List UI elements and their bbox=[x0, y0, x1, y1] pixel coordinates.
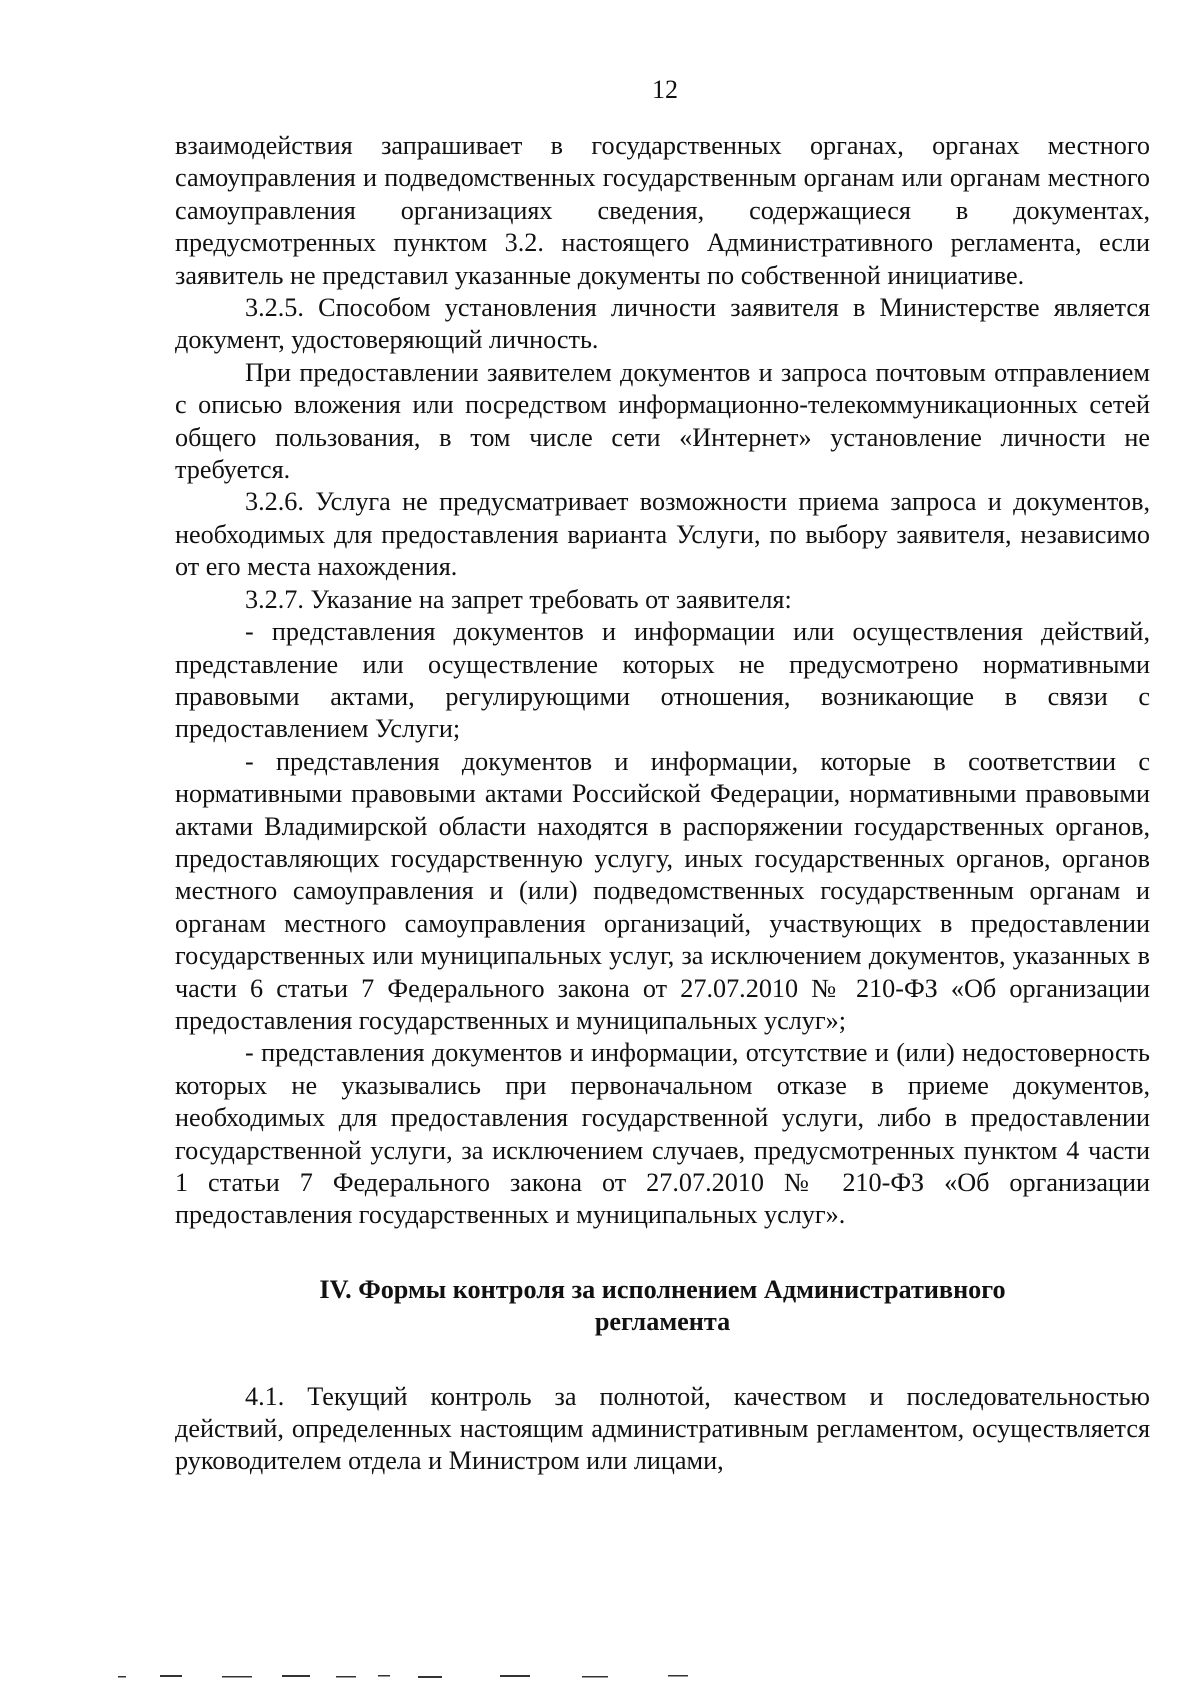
paragraph-3-2-5: 3.2.5. Способом установления личности заявителя в Министерстве является документ, удостоверяющий личность. bbox=[175, 293, 1150, 355]
paragraph-identity-not-required: При предоставлении заявителем документов и запроса почтовым отправлением с описью вложения или посредством информационно-телекоммуникационных сетей общего пользования, в том числе сети «Интернет» установление личности не требуется. bbox=[175, 357, 1150, 485]
paragraph-3-2-6: 3.2.6. Услуга не предусматривает возможности приема запроса и документов, необходимых для предоставления варианта Услуги, по выбору заявителя, независимо от его места нахождения. bbox=[175, 487, 1150, 582]
section-heading-line-1: IV. Формы контроля за исполнением Административного bbox=[319, 1274, 1006, 1304]
section-heading-line-2: регламента bbox=[594, 1307, 731, 1337]
paragraph-4-1: 4.1. Текущий контроль за полнотой, качеством и последовательностью действий, определенных настоящим административным регламентом, осуществляется руководителем отдела и Министром или лицами, bbox=[175, 1381, 1150, 1476]
scan-edge-artifacts bbox=[0, 1672, 1200, 1684]
list-item-prohibition-2: - представления документов и информации, которые в соответствии с нормативными правовыми актами Российской Федерации, нормативными правовыми актами Владимирской области находятся в распоряжении государственных органов, предоставляющих государственную услугу, иных государственных органов, органов местного самоуправления и (или) подведомственных государственным органам и органам местного самоуправления организаций, участвующих в предоставлении государственных или муниципальных услуг, за исключением документов, указанных в части 6 статьи 7 Федерального закона от 27.07.2010 № 210-ФЗ «Об организации предоставления государственных и муниципальных услуг»; bbox=[175, 746, 1150, 1035]
page-number: 12 bbox=[652, 75, 678, 104]
document-body bbox=[175, 130, 1150, 1478]
paragraph-3-2-7: 3.2.7. Указание на запрет требовать от заявителя: bbox=[245, 584, 792, 614]
section-heading bbox=[175, 1274, 1150, 1339]
paragraph-continuation: взаимодействия запрашивает в государственных органах, органах местного самоуправления и подведомственных государственным органам или органам местного самоуправления организациях сведения, содержащиеся в документах, предусмотренных пунктом 3.2. настоящего Административного регламента, если заявитель не представил указанные документы по собственной инициативе. bbox=[175, 131, 1150, 290]
list-item-prohibition-3: - представления документов и информации, отсутствие и (или) недостоверность которых не указывались при первоначальном отказе в приеме документов, необходимых для предоставления государственной услуги, либо в предоставлении государственной услуги, за исключением случаев, предусмотренных пунктом 4 части 1 статьи 7 Федерального закона от 27.07.2010 № 210-ФЗ «Об организации предоставления государственных и муниципальных услуг». bbox=[175, 1038, 1150, 1230]
list-item-prohibition-1: - представления документов и информации или осуществления действий, представление или осуществление которых не предусмотрено нормативными правовыми актами, регулирующими отношения, возникающие в связи с предоставлением Услуги; bbox=[175, 617, 1150, 744]
